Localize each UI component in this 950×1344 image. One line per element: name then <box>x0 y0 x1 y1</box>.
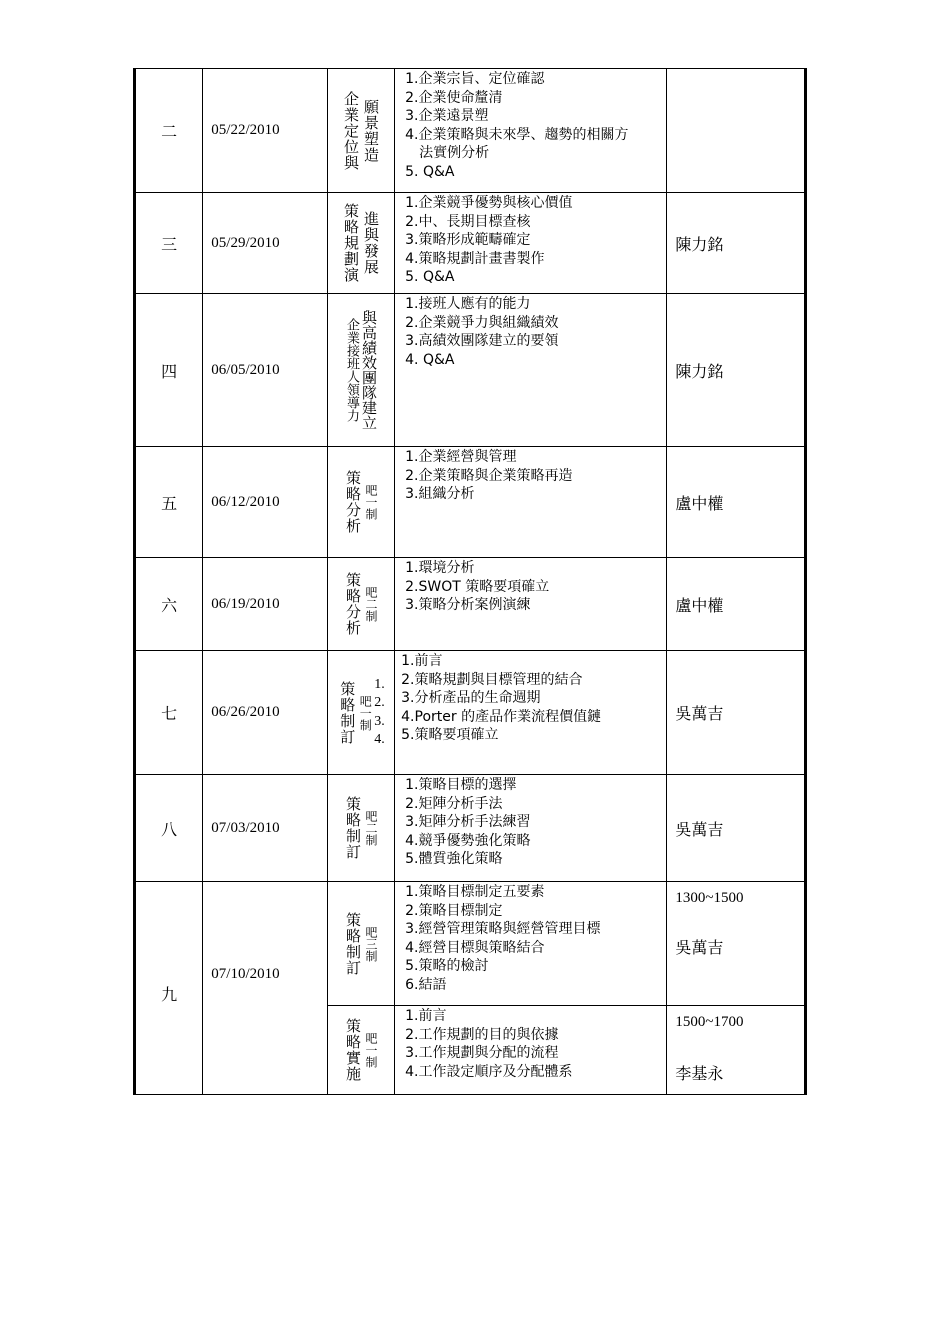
content-item: 2.企業策略與企業策略再造 <box>405 467 573 484</box>
topic-number: 2. <box>374 695 385 710</box>
schedule-table <box>133 68 807 1095</box>
content-cell <box>395 558 667 651</box>
content-item: 4.經營目標與策略結合 <box>405 939 545 956</box>
topic-cell <box>327 447 394 558</box>
table-row <box>135 558 806 651</box>
topic-cell <box>327 651 394 775</box>
content-item: 3.工作規劃與分配的流程 <box>405 1045 559 1061</box>
lecturer-cell <box>667 882 806 1006</box>
content-item: 4.Porter 的產品作業流程價值鏈 <box>401 708 602 725</box>
content-item: 5. Q&A <box>405 269 455 285</box>
content-item: 3.分析產品的生命週期 <box>401 690 541 706</box>
session-number: 七 <box>135 651 203 775</box>
content-cell <box>395 775 667 882</box>
topic-text: 策略規劃演 <box>341 203 360 283</box>
table-row <box>135 447 806 558</box>
lecturer: 李基永 <box>675 1064 724 1083</box>
content-item: 3.經營管理策略與經營管理目標 <box>405 921 601 937</box>
topic-text: 吧一制 <box>358 694 373 731</box>
topic-text: 吧三制 <box>363 925 378 962</box>
content-item: 5.體質強化策略 <box>405 851 503 867</box>
session-date: 07/03/2010 <box>203 775 328 882</box>
lecturer: 吳萬吉 <box>667 775 806 882</box>
session-date: 06/12/2010 <box>203 447 328 558</box>
content-item: 2.策略規劃與目標管理的結合 <box>401 671 583 688</box>
lecturer: 盧中權 <box>667 447 806 558</box>
topic-number: 3. <box>374 713 385 729</box>
content-item: 4.策略規劃計畫書製作 <box>405 250 545 267</box>
table-row <box>135 294 806 447</box>
topic-cell <box>327 1006 394 1095</box>
table-row <box>135 193 806 294</box>
session-date: 05/22/2010 <box>203 69 328 193</box>
topic-cell <box>327 775 394 882</box>
content-item: 5. Q&A <box>405 163 455 180</box>
topic-text: 策略制訂 <box>343 911 362 976</box>
content-item: 2.中、長期目標查核 <box>405 213 531 230</box>
content-item: 4.工作設定順序及分配體系 <box>405 1063 573 1080</box>
table-row <box>135 69 806 193</box>
lecturer <box>667 69 806 193</box>
topic-text: 策略制訂 <box>338 680 357 745</box>
table-row <box>135 775 806 882</box>
topic-text: 企業定位與 <box>341 90 360 171</box>
lecturer: 陳力銘 <box>667 294 806 447</box>
session-date: 06/05/2010 <box>203 294 328 447</box>
content-item: 2.SWOT 策略要項確立 <box>405 578 550 595</box>
topic-cell <box>327 294 394 447</box>
topic-cell <box>327 558 394 651</box>
content-item: 1.環境分析 <box>405 560 475 576</box>
session-number: 六 <box>135 558 203 651</box>
lecturer: 盧中權 <box>667 558 806 651</box>
content-item: 5.策略要項確立 <box>401 727 499 743</box>
content-item: 法實例分析 <box>419 145 490 161</box>
topic-text: 願景塑造 <box>361 98 380 163</box>
content-item: 4. Q&A <box>405 351 455 368</box>
session-date: 05/29/2010 <box>203 193 328 294</box>
topic-text: 策略制訂 <box>343 796 362 860</box>
topic-text: 吧一制 <box>363 484 378 520</box>
session-date: 06/19/2010 <box>203 558 328 651</box>
topic-text: 吧一制 <box>363 1032 378 1068</box>
content-cell <box>395 882 667 1006</box>
content-item: 6.結語 <box>405 976 447 993</box>
session-number: 三 <box>135 193 203 294</box>
content-item: 3.高績效團隊建立的要領 <box>405 333 559 349</box>
session-number: 五 <box>135 447 203 558</box>
content-cell <box>395 1006 667 1095</box>
topic-text: 策略實施 <box>343 1018 362 1082</box>
content-item: 1.企業經營與管理 <box>405 449 517 465</box>
lecturer-cell <box>667 1006 806 1095</box>
session-number: 九 <box>135 882 203 1095</box>
content-cell <box>395 651 667 775</box>
topic-text: 吧二制 <box>363 810 378 846</box>
lecturer: 吳萬吉 <box>675 938 724 957</box>
content-item: 1.策略目標的選擇 <box>405 777 517 793</box>
content-item: 1.企業競爭優勢與核心價值 <box>405 195 573 211</box>
session-date: 06/26/2010 <box>203 651 328 775</box>
content-item: 3.組織分析 <box>405 486 475 502</box>
content-item: 2.企業競爭力與組織績效 <box>405 314 559 331</box>
content-item: 5.策略的檢討 <box>405 958 489 974</box>
session-date: 07/10/2010 <box>203 882 328 1095</box>
content-cell <box>395 294 667 447</box>
lecturer: 吳萬吉 <box>667 651 806 775</box>
session-time: 1300~1500 <box>675 890 744 906</box>
session-number: 二 <box>135 69 203 193</box>
session-number: 八 <box>135 775 203 882</box>
content-item: 4.企業策略與未來學、趨勢的相關方 <box>405 126 629 143</box>
content-item: 3.企業遠景塑 <box>405 108 489 124</box>
content-item: 1.接班人應有的能力 <box>405 296 531 312</box>
table-row <box>135 651 806 775</box>
topic-cell <box>327 69 394 193</box>
topic-number: 4. <box>374 732 385 747</box>
session-time: 1500~1700 <box>675 1014 744 1030</box>
content-cell <box>395 193 667 294</box>
topic-numbers <box>374 676 385 750</box>
topic-text: 與高績效團隊建立 <box>359 310 378 430</box>
content-item: 1.企業宗旨、定位確認 <box>405 71 545 87</box>
topic-text: 吧二制 <box>363 586 378 622</box>
content-item: 3.策略形成範疇確定 <box>405 232 531 248</box>
topic-cell <box>327 882 394 1006</box>
topic-text: 策略分析 <box>343 470 362 534</box>
content-item: 3.策略分析案例演練 <box>405 597 531 613</box>
topic-number: 1. <box>374 676 385 692</box>
content-item: 2.策略目標制定 <box>405 902 503 919</box>
session-number: 四 <box>135 294 203 447</box>
content-item: 2.矩陣分析手法 <box>405 795 503 812</box>
topic-text: 進與發展 <box>361 211 380 275</box>
table-row <box>135 882 806 1006</box>
topic-text: 企業接班人領導力 <box>343 318 359 422</box>
lecturer: 陳力銘 <box>667 193 806 294</box>
content-cell <box>395 447 667 558</box>
content-item: 4.競爭優勢強化策略 <box>405 832 531 849</box>
content-item: 1.前言 <box>401 653 443 669</box>
content-item: 2.工作規劃的目的與依據 <box>405 1026 559 1043</box>
content-item: 1.前言 <box>405 1008 447 1024</box>
content-item: 2.企業使命釐清 <box>405 89 503 106</box>
topic-cell <box>327 193 394 294</box>
content-item: 1.策略目標制定五要素 <box>405 884 545 900</box>
content-item: 3.矩陣分析手法練習 <box>405 814 531 830</box>
topic-text: 策略分析 <box>343 572 362 636</box>
content-cell <box>395 69 667 193</box>
